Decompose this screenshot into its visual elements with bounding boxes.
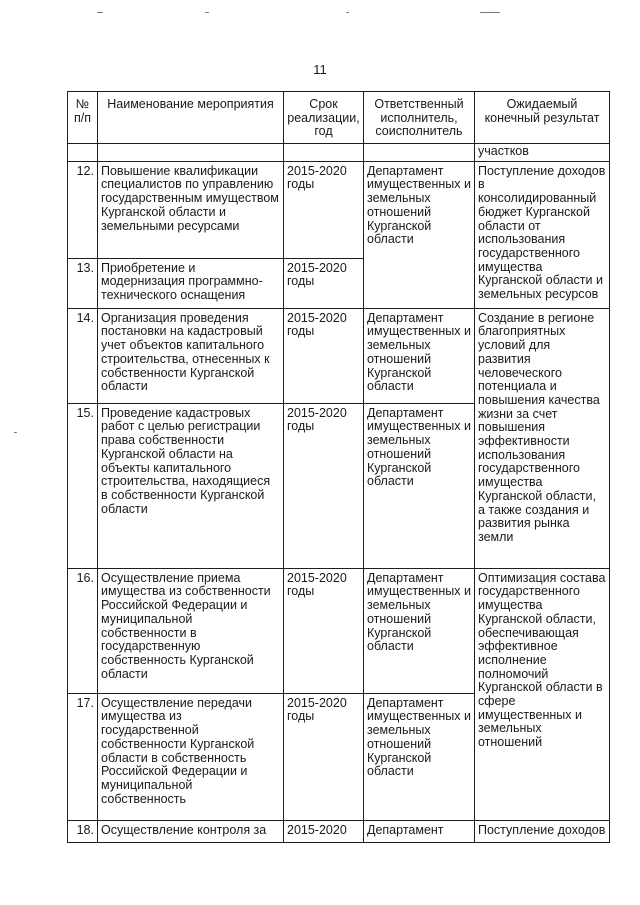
cell-num: 15.: [68, 403, 98, 568]
cell-num: 12.: [68, 161, 98, 258]
cell-result: Поступление доходов: [475, 820, 610, 842]
cell-executor: Департамент имущественных и земельных отношений Курганской области: [364, 693, 475, 820]
cell-executor: Департамент имущественных и земельных отношений Курганской области: [364, 161, 475, 308]
header-result: Ожидаемый конечный результат: [475, 92, 610, 144]
cell-name: Проведение кадастровых работ с целью регистрации права собственности Курганской области на объекты капитального строительства, находящиеся в собственности Курганской области: [98, 403, 284, 568]
scan-artifact: [346, 12, 349, 13]
cell-num: 13.: [68, 258, 98, 308]
cell-term: 2015-2020: [284, 820, 364, 842]
cell-term: 2015-2020 годы: [284, 403, 364, 568]
cell-term: 2015-2020 годы: [284, 161, 364, 258]
table-row-continuation: [68, 144, 610, 162]
cell-term: 2015-2020 годы: [284, 568, 364, 693]
cell-term: [284, 144, 364, 162]
scan-artifact: [97, 12, 103, 13]
header-executor: Ответственный исполнитель, соисполнитель: [364, 92, 475, 144]
cell-executor: Департамент имущественных и земельных отношений Курганской области: [364, 403, 475, 568]
cell-num: 16.: [68, 568, 98, 693]
header-name: Наименование мероприятия: [98, 92, 284, 144]
cell-num: [68, 144, 98, 162]
table-row: [68, 308, 610, 403]
measures-table: [67, 91, 610, 843]
cell-term: 2015-2020 годы: [284, 308, 364, 403]
scan-artifact: [480, 12, 500, 13]
cell-num: 18.: [68, 820, 98, 842]
cell-num: 14.: [68, 308, 98, 403]
cell-result: Поступление доходов в консолидированный бюджет Курганской области от использования государственного имущества Курганской области и земельных ресурсов: [475, 161, 610, 308]
cell-result: участков: [475, 144, 610, 162]
scan-artifact: [205, 12, 209, 13]
cell-name: Организация проведения постановки на кадастровый учет объектов капитального строительства, отнесенных к собственности Курганской области: [98, 308, 284, 403]
cell-executor: Департамент имущественных и земельных отношений Курганской области: [364, 568, 475, 693]
cell-term: 2015-2020 годы: [284, 258, 364, 308]
cell-executor: Департамент имущественных и земельных отношений Курганской области: [364, 308, 475, 403]
cell-num: 17.: [68, 693, 98, 820]
cell-term: 2015-2020 годы: [284, 693, 364, 820]
header-num: № п/п: [68, 92, 98, 144]
table-row: [68, 820, 610, 842]
cell-name: Приобретение и модернизация программно-технического оснащения: [98, 258, 284, 308]
cell-result: Создание в регионе благоприятных условий для развития человеческого потенциала и повышения качества жизни за счет повышения эффективности использования государственного имущества Курганской области, а также создания и развития рынка земли: [475, 308, 610, 568]
scan-artifact: [14, 432, 17, 433]
cell-result: Оптимизация состава государственного имущества Курганской области, обеспечивающая эффективное исполнение полномочий Курганской области в сфере имущественных и земельных отношений: [475, 568, 610, 820]
page-number: 11: [313, 62, 327, 77]
cell-name: Осуществление передачи имущества из государственной собственности Курганской области в собственность Российской Федерации и муниципальной собственность: [98, 693, 284, 820]
cell-name: [98, 144, 284, 162]
table-row: [68, 568, 610, 693]
cell-executor: [364, 144, 475, 162]
cell-executor: Департамент: [364, 820, 475, 842]
table-row: [68, 161, 610, 258]
cell-name: Повышение квалификации специалистов по управлению государственным имуществом Курганской области и земельными ресурсами: [98, 161, 284, 258]
cell-name: Осуществление приема имущества из собственности Российской Федерации и муниципальной собственности в государственную собственность Курганской области: [98, 568, 284, 693]
cell-name: Осуществление контроля за: [98, 820, 284, 842]
table-header-row: [68, 92, 610, 144]
header-term: Срок реализации, год: [284, 92, 364, 144]
